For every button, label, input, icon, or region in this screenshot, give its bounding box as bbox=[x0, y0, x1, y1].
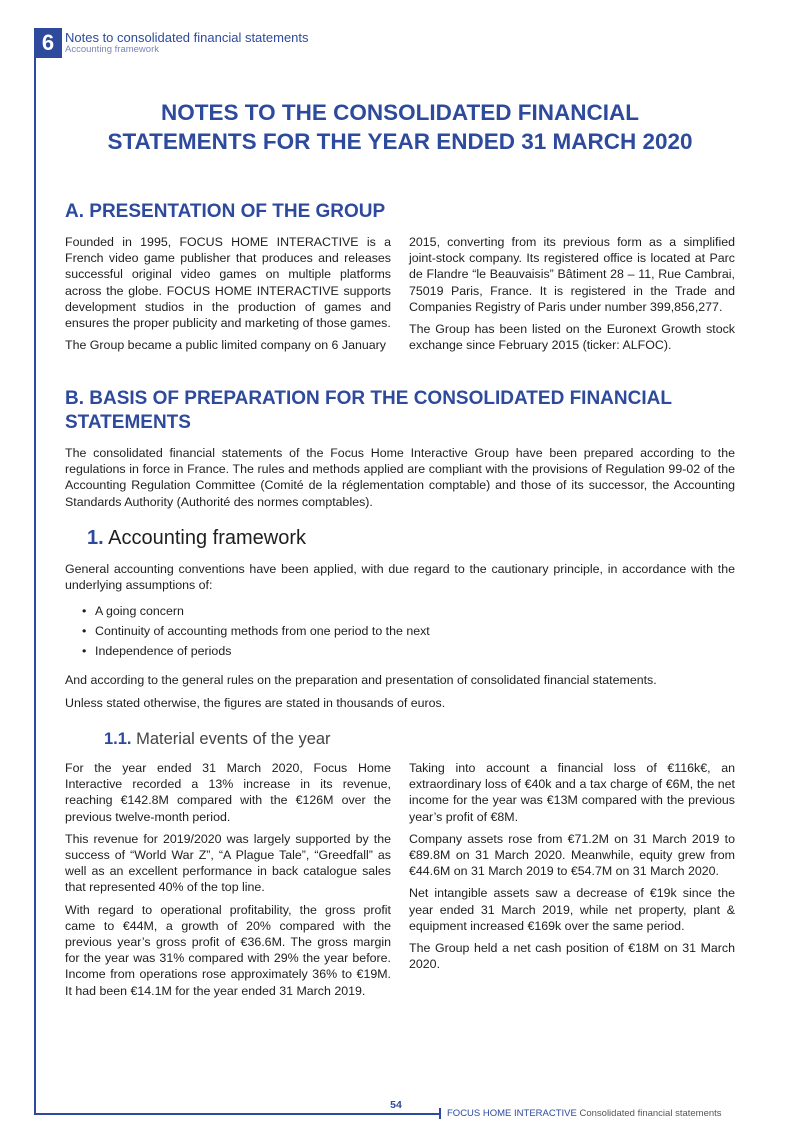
section-a-left-column bbox=[65, 234, 391, 359]
material-events-right-column bbox=[409, 760, 735, 978]
paragraph: Net intangible assets saw a decrease of €19k since the year ended 31 March 2019, while net property, plant & equipment increased €169k over the same period. bbox=[409, 886, 735, 933]
section-b-heading-line: STATEMENTS bbox=[65, 412, 191, 433]
page-title bbox=[60, 98, 740, 156]
subsection-1-intro bbox=[65, 561, 735, 600]
subsection-1-1-heading bbox=[104, 729, 331, 749]
page-number: 54 bbox=[390, 1099, 402, 1111]
paragraph: Taking into account a financial loss of €116k€, an extraordinary loss of €40k and a tax charge of €6M, the net income for the year was €13M compared with the previous year’s profit of €8M. bbox=[409, 761, 735, 824]
subsection-title: Material events of the year bbox=[136, 730, 331, 748]
paragraph: Unless stated otherwise, the figures are stated in thousands of euros. bbox=[65, 696, 446, 711]
page-footer bbox=[447, 1108, 722, 1119]
paragraph: The Group has been listed on the Euronext Growth stock exchange since February 2015 (ticker: ALFOC). bbox=[409, 322, 735, 353]
left-margin-rule bbox=[34, 56, 36, 1114]
subsection-1-heading bbox=[87, 526, 306, 550]
running-header-title: Notes to consolidated financial statements bbox=[65, 30, 309, 45]
subsection-number: 1.1. bbox=[104, 730, 132, 748]
chapter-badge: 6 bbox=[34, 28, 62, 58]
section-b-heading bbox=[65, 387, 745, 435]
subsection-number: 1. bbox=[87, 527, 104, 549]
subsection-title: Accounting framework bbox=[108, 527, 307, 549]
paragraph: Founded in 1995, FOCUS HOME INTERACTIVE is a French video game publisher that produces and releases successful original video games on multiple platforms across the globe. FOCUS HOME INTERACTIVE supports development studios in the production of games and ensures the proper publicity and marketing of those games. bbox=[65, 235, 391, 331]
paragraph: The Group held a net cash position of €18M on 31 March 2020. bbox=[409, 941, 735, 972]
paragraph: This revenue for 2019/2020 was largely supported by the success of “World War Z”, “A Plague Tale”, “Greedfall” as well as an excellent performance in back catalogue sales that represented 40% of the top line. bbox=[65, 831, 391, 895]
page-title-line: NOTES TO THE CONSOLIDATED FINANCIAL bbox=[161, 100, 639, 125]
section-a-heading: A. PRESENTATION OF THE GROUP bbox=[65, 201, 386, 222]
paragraph: General accounting conventions have been applied, with due regard to the cautionary principle, in accordance with the underlying assumptions of: bbox=[65, 562, 735, 593]
section-a-right-column bbox=[409, 234, 735, 359]
material-events-left-column bbox=[65, 760, 391, 1005]
list-item: • A going concern bbox=[82, 601, 682, 621]
list-item: • Continuity of accounting methods from one period to the next bbox=[82, 621, 682, 641]
assumptions-list bbox=[82, 601, 682, 661]
footer-brand: FOCUS HOME INTERACTIVE bbox=[447, 1108, 577, 1119]
list-item: • Independence of periods bbox=[82, 641, 682, 661]
paragraph: And according to the general rules on the preparation and presentation of consolidated financial statements. bbox=[65, 673, 657, 687]
paragraph: Company assets rose from €71.2M on 31 March 2019 to €89.8M on 31 March 2020. Meanwhile, equity grew from €44.6M on 31 March 2019 to €54.7M on 31 March 2020. bbox=[409, 831, 735, 879]
subsection-1-after bbox=[65, 672, 735, 718]
paragraph: The consolidated financial statements of the Focus Home Interactive Group have been prepared according to the regulations in force in France. The rules and methods applied are compliant with the provisions of Regulation 99-02 of the Accounting Regulation Committee (Comité de la réglementation comptable) and those of its successor, the Accounting Standards Authority (Authorité des normes comptables). bbox=[65, 446, 735, 509]
paragraph: The Group became a public limited company on 6 January bbox=[65, 338, 386, 353]
footer-rule bbox=[34, 1113, 440, 1115]
page-title-line: STATEMENTS FOR THE YEAR ENDED 31 MARCH 2020 bbox=[107, 129, 693, 154]
paragraph: For the year ended 31 March 2020, Focus Home Interactive recorded a 13% increase in its revenue, reaching €142.8M compared with the €126M over the previous twelve-month period. bbox=[65, 761, 391, 824]
paragraph: 2015, converting from its previous form as a simplified joint-stock company. Its registered office is located at Parc de Flandre “le Beauvaisis” Bâtiment 28 – 11, Rue Cambrai, 75019 Paris, France. It is registered in the Trade and Companies Registry of Paris under number 399,856,277. bbox=[409, 235, 735, 314]
paragraph: With regard to operational profitability, the gross profit came to €44M, a growth of 20% compared with the previous year’s gross profit of €36.6M. The gross margin for the year was 31% compared with 29% the year before. Income from operations rose approximately 36% to €19M. It had been €14.1M for the year ended 31 March 2019. bbox=[65, 902, 391, 998]
footer-text: Consolidated financial statements bbox=[579, 1108, 722, 1119]
footer-rule-tick bbox=[439, 1108, 441, 1119]
running-header-subtitle: Accounting framework bbox=[65, 44, 159, 55]
section-b-heading-line: B. BASIS OF PREPARATION FOR THE CONSOLIDATED FINANCIAL bbox=[65, 388, 672, 409]
section-b-intro bbox=[65, 445, 735, 517]
